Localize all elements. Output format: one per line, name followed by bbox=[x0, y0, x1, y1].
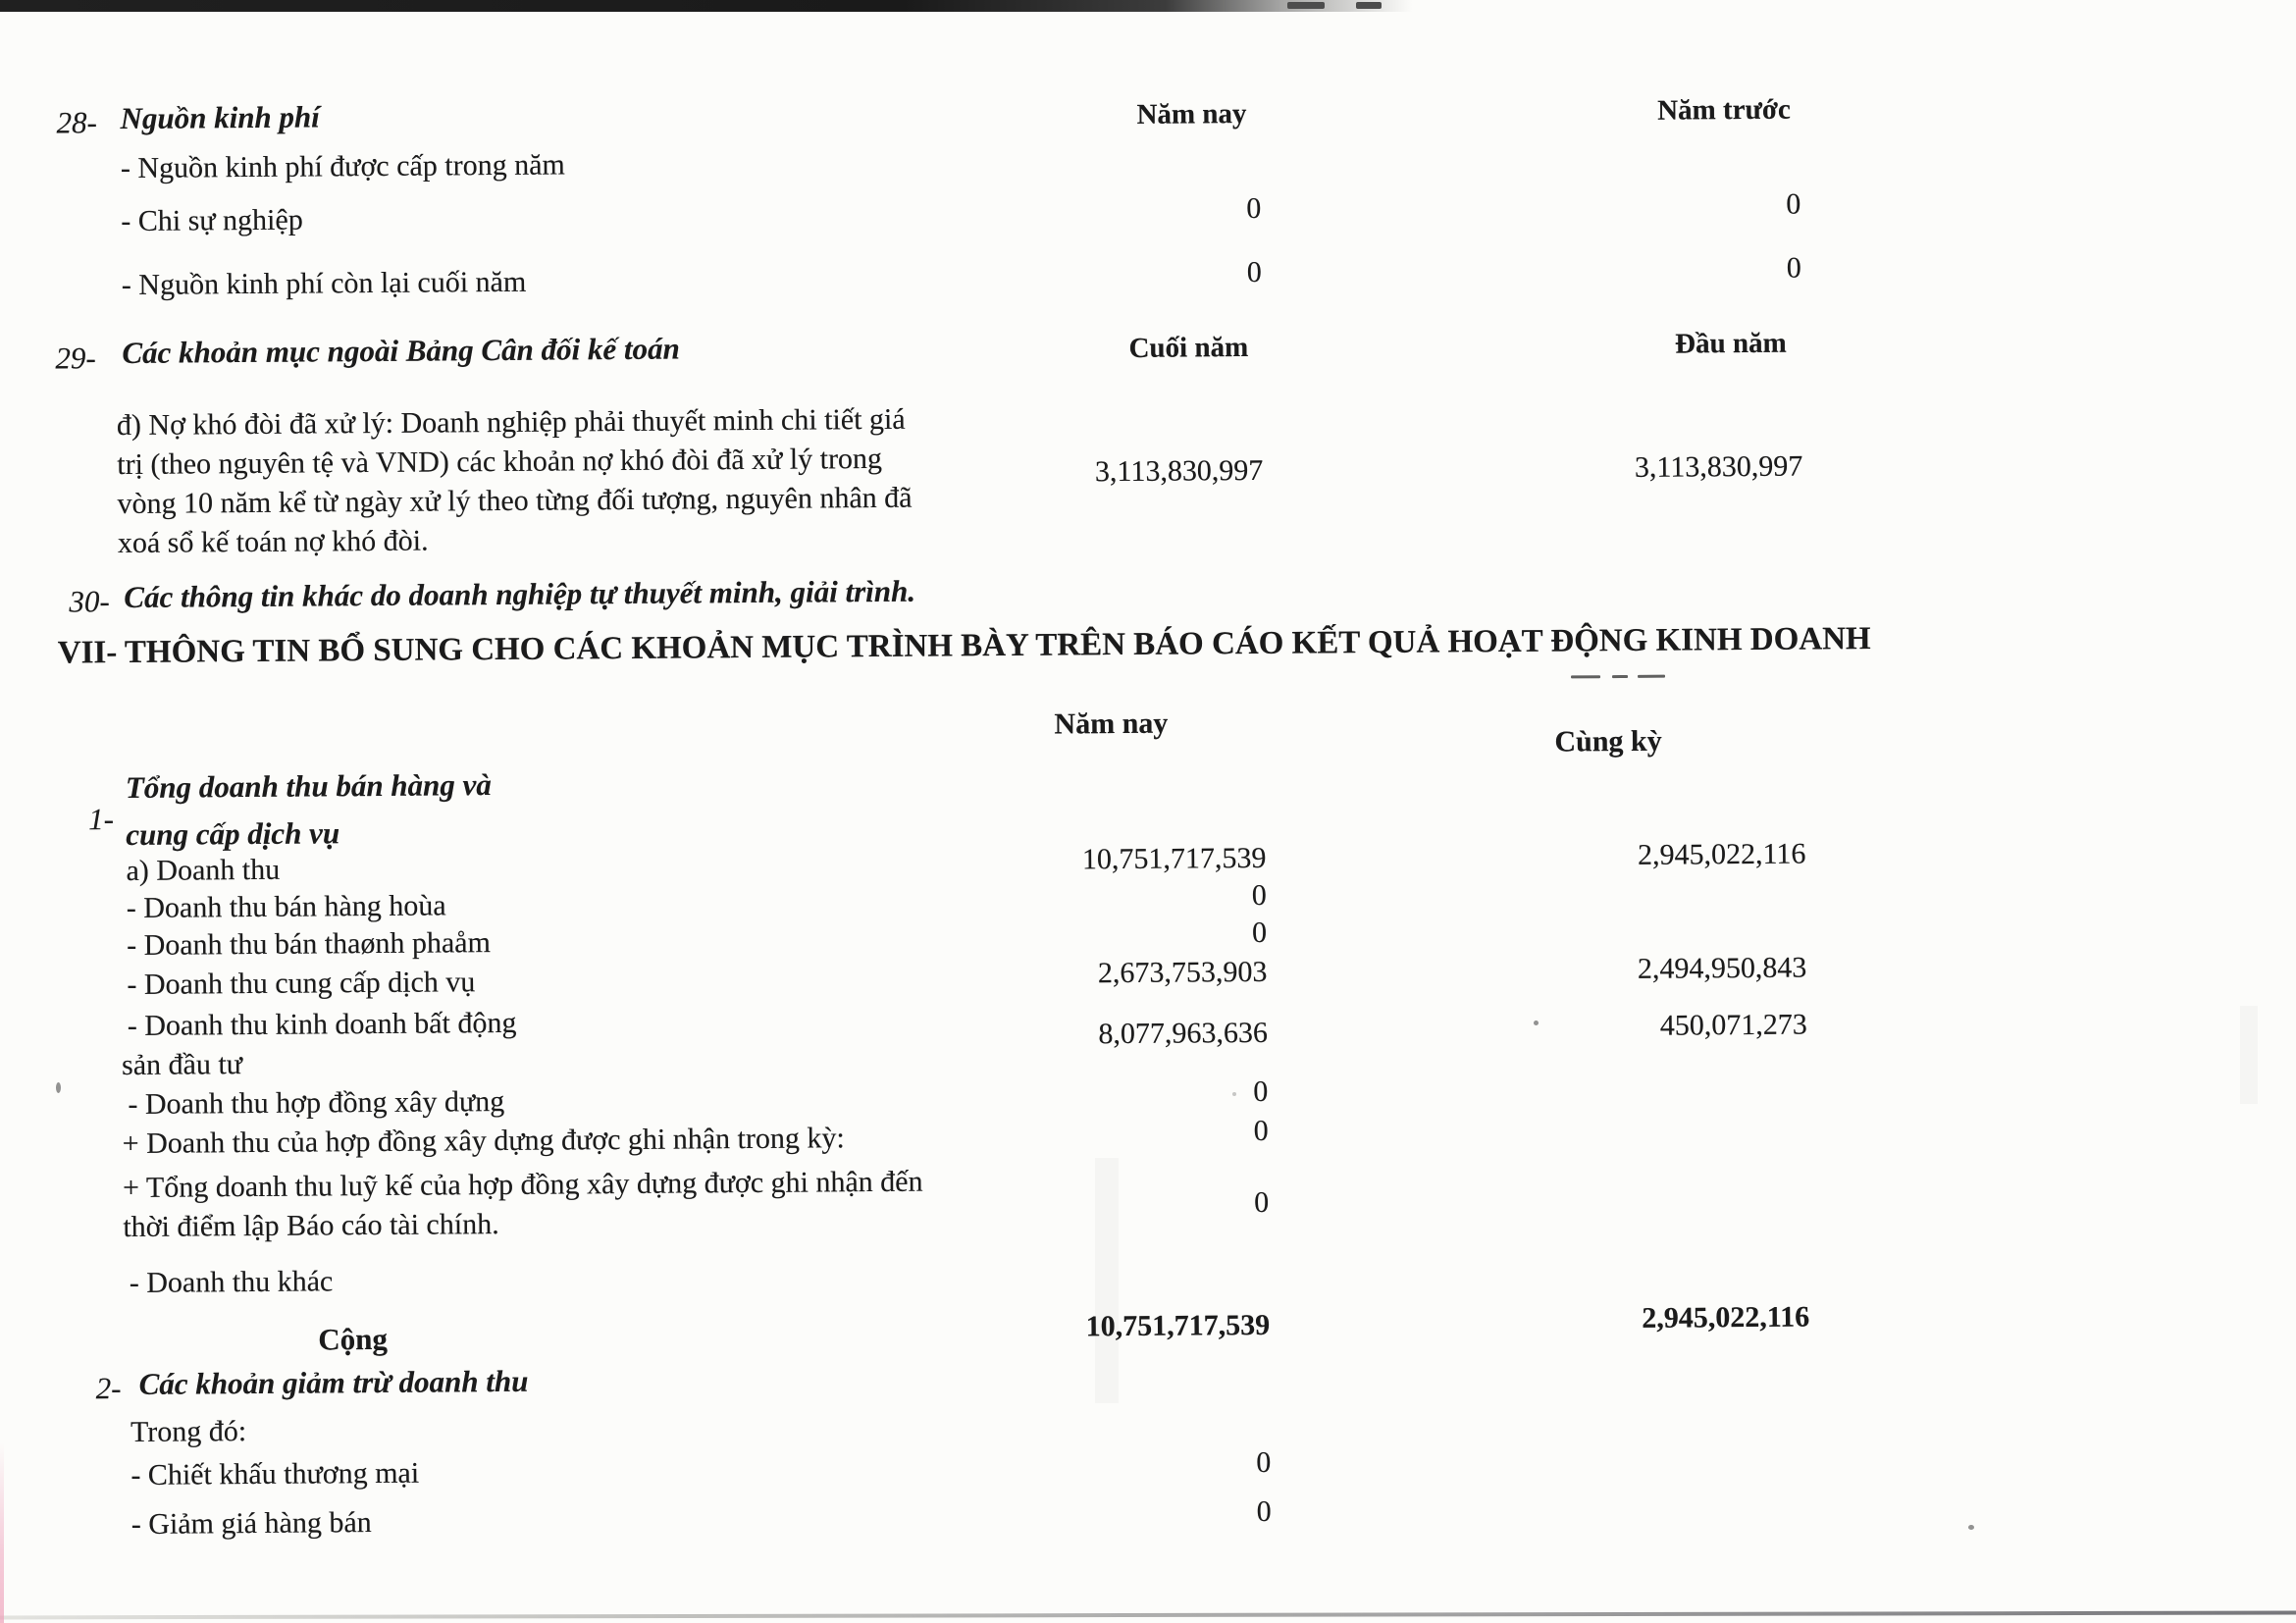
note-line: xoá sổ kế toán nợ khó đòi. bbox=[117, 524, 429, 560]
table-row bbox=[0, 251, 2292, 302]
value-cung-ky: 2,945,022,116 bbox=[1637, 837, 1806, 871]
value-nam-nay: 0 bbox=[1246, 191, 1262, 226]
section-title: Nguồn kinh phí bbox=[120, 99, 320, 136]
scan-left-edge-artifact bbox=[0, 1442, 4, 1623]
value-cuoi-nam: 3,113,830,997 bbox=[1094, 453, 1264, 489]
column-header-nam-nay: Năm nay bbox=[1136, 98, 1247, 131]
item-title: Các khoản giảm trừ doanh thu bbox=[138, 1363, 529, 1401]
note-line: trị (theo nguyên tệ và VND) các khoản nợ khó đòi đã xử lý trong bbox=[117, 442, 883, 482]
total-row bbox=[4, 1300, 2296, 1357]
value-cung-ky bbox=[1583, 875, 1806, 877]
row-label: a) Doanh thu bbox=[126, 853, 281, 887]
row-label-line1: - Doanh thu kinh doanh bất động bbox=[127, 1006, 517, 1042]
item-title-line1: Tổng doanh thu bán hàng và bbox=[125, 767, 492, 805]
section-number: 30- bbox=[69, 584, 110, 619]
row-label: - Doanh thu bán hàng hoùa bbox=[126, 889, 446, 924]
row-label-line2: thời điểm lập Báo cáo tài chính. bbox=[123, 1208, 499, 1244]
value-nam-nay: 0 bbox=[1256, 1494, 1272, 1528]
row-label: - Chiết khấu thương mại bbox=[130, 1456, 420, 1492]
total-value-nam-nay: 10,751,717,539 bbox=[1085, 1308, 1271, 1343]
value-cung-ky bbox=[1585, 1111, 1808, 1113]
table-row bbox=[4, 1250, 2296, 1299]
item-number: 2- bbox=[95, 1371, 122, 1406]
table-row bbox=[0, 837, 2296, 887]
value-cung-ky bbox=[1587, 1442, 1810, 1444]
value-cung-ky bbox=[1584, 1072, 1807, 1073]
note-line: vòng 10 năm kể từ ngày xử lý theo từng đối tượng, nguyên nhân đã bbox=[117, 481, 913, 521]
section-title: Các thông tin khác do doanh nghiệp tự thuyết minh, giải trình. bbox=[124, 573, 916, 615]
row-label: - Giảm giá hàng bán bbox=[130, 1506, 372, 1541]
value-nam-nay: 0 bbox=[1246, 255, 1262, 289]
table-row bbox=[2, 1072, 2296, 1121]
row-label: - Doanh thu hợp đồng xây dựng bbox=[128, 1084, 505, 1121]
column-header-nam-nay: Năm nay bbox=[1054, 707, 1169, 741]
value-nam-nay bbox=[1046, 1254, 1270, 1256]
value-nam-nay: 0 bbox=[1251, 878, 1267, 912]
column-header-cung-ky: Cùng kỳ bbox=[1554, 724, 1662, 759]
section-title: Các khoản mục ngoài Bảng Cân đối kế toán bbox=[122, 331, 680, 371]
table-row bbox=[0, 187, 2291, 238]
table-row bbox=[5, 1442, 2296, 1492]
column-header-dau-nam: Đầu năm bbox=[1674, 327, 1787, 360]
section-number: 28- bbox=[56, 105, 98, 140]
section-number: 29- bbox=[55, 340, 96, 376]
row-label: - Nguồn kinh phí còn lại cuối năm bbox=[121, 265, 527, 302]
note-paragraph bbox=[117, 400, 913, 563]
row-label: - Doanh thu cung cấp dịch vụ bbox=[127, 966, 476, 1001]
value-cung-ky: 2,494,950,843 bbox=[1637, 951, 1807, 985]
row-label-line2: sản đầu tư bbox=[121, 1048, 243, 1082]
column-header-cuoi-nam: Cuối năm bbox=[1128, 331, 1249, 364]
total-label: Cộng bbox=[318, 1321, 389, 1357]
value-cung-ky bbox=[1588, 1492, 1811, 1493]
row-label: + Doanh thu của hợp đồng xây dựng được ghi nhận trong kỳ: bbox=[122, 1122, 845, 1161]
row-label-line1: + Tổng doanh thu luỹ kế của hợp đồng xây dựng được ghi nhận đến bbox=[122, 1165, 923, 1205]
value-nam-nay: 2,673,753,903 bbox=[1097, 955, 1268, 990]
value-nam-nay: 0 bbox=[1254, 1185, 1270, 1219]
item-title-line2: cung cấp dịch vụ bbox=[126, 815, 340, 852]
item-subtitle: Trong đó: bbox=[130, 1415, 247, 1448]
value-nam-nay: 8,077,963,636 bbox=[1098, 1016, 1268, 1051]
row-label: - Doanh thu bán thaønh phaåm bbox=[127, 926, 491, 962]
value-nam-truoc: 0 bbox=[1786, 187, 1801, 221]
value-nam-truoc: 0 bbox=[1786, 251, 1801, 285]
value-cung-ky: 450,071,273 bbox=[1659, 1008, 1807, 1042]
column-header-nam-truoc: Năm trước bbox=[1657, 93, 1791, 127]
row-label: - Doanh thu khác bbox=[129, 1265, 334, 1299]
total-value-cung-ky: 2,945,022,116 bbox=[1642, 1300, 1810, 1335]
value-dau-nam: 3,113,830,997 bbox=[1634, 449, 1803, 484]
value-nam-nay: 0 bbox=[1253, 1074, 1269, 1108]
value-cung-ky bbox=[1583, 913, 1806, 915]
table-row bbox=[1, 875, 2296, 924]
row-label: - Chi sự nghiệp bbox=[121, 203, 303, 238]
item-number: 1- bbox=[87, 802, 115, 837]
row-label: - Nguồn kinh phí được cấp trong năm bbox=[120, 148, 565, 185]
value-nam-nay: 10,751,717,539 bbox=[1081, 841, 1267, 876]
table-row bbox=[6, 1492, 2296, 1541]
value-nam-nay bbox=[1037, 139, 1261, 141]
value-nam-truoc bbox=[1577, 135, 1800, 137]
value-cung-ky bbox=[1585, 1182, 1808, 1184]
value-cung-ky bbox=[1586, 1250, 1809, 1252]
value-nam-nay: 0 bbox=[1251, 916, 1268, 949]
value-nam-nay: 0 bbox=[1256, 1445, 1272, 1479]
section-heading: VII- THÔNG TIN BỔ SUNG CHO CÁC KHOẢN MỤC TRÌNH BÀY TRÊN BÁO CÁO KẾT QUẢ HOẠT ĐỘNG KINH DOANH bbox=[57, 621, 1871, 671]
value-nam-nay: 0 bbox=[1253, 1114, 1269, 1147]
table-row bbox=[0, 135, 2291, 185]
note-line: đ) Nợ khó đòi đã xử lý: Doanh nghiệp phải thuyết minh chi tiết giá bbox=[116, 402, 906, 443]
